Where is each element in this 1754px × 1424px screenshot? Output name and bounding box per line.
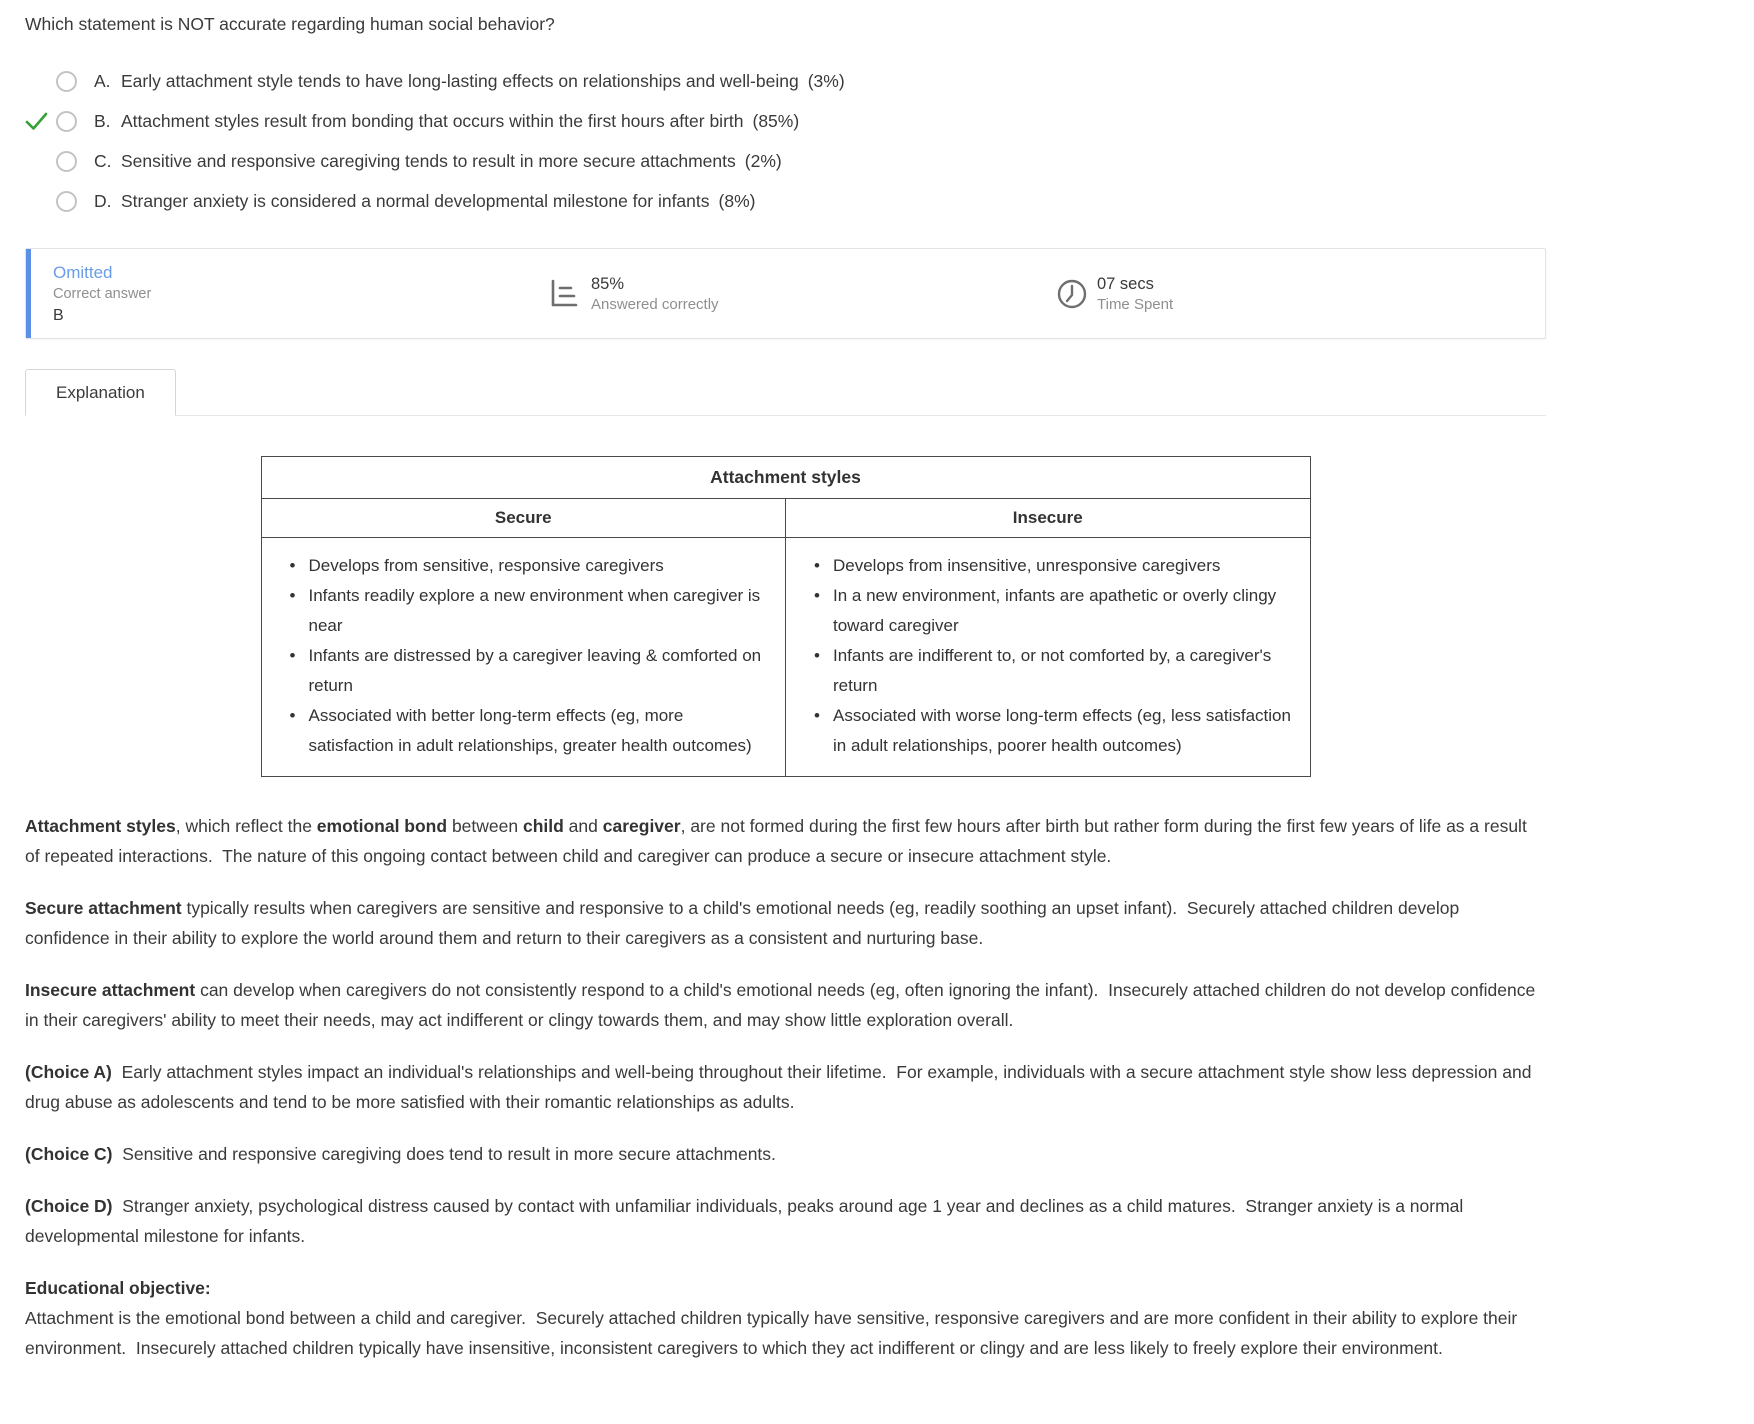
- explanation-paragraph: (Choice C) Sensitive and responsive caregiving does tend to result in more secure attachments.: [25, 1144, 776, 1164]
- choice-percentage: (3%): [807, 70, 845, 91]
- choice-text: Stranger anxiety is considered a normal developmental milestone for infants (8%): [121, 190, 756, 211]
- choice-letter: C.: [94, 150, 112, 171]
- explanation-paragraphs: [25, 811, 1546, 1403]
- answered-correctly-icon: [546, 278, 582, 310]
- explanation-paragraph: (Choice A) Early attachment styles impact an individual's relationships and well-being throughout their lifetime. For example, individuals with a secure attachment style show less depression and drug abuse as adolescents and tend to be more satisfied with their romantic relationships as adults.: [25, 1062, 1537, 1112]
- check-slot: [25, 152, 56, 171]
- table-bullet-item: • Infants are indifferent to, or not comforted by, a caregiver's return: [812, 641, 1294, 701]
- table-bullet-item: • Infants readily explore a new environment when caregiver is near: [288, 581, 770, 641]
- insecure-cell-list: [812, 551, 1294, 761]
- answered-pct: 85%: [591, 274, 625, 293]
- secure-cell: [261, 538, 786, 777]
- radio-button[interactable]: [56, 151, 77, 172]
- choice-text: Early attachment style tends to have long-lasting effects on relationships and well-being (3%): [121, 70, 845, 91]
- radio-button[interactable]: [56, 71, 77, 92]
- choice-percentage: (85%): [752, 110, 800, 131]
- radio-button[interactable]: [56, 191, 77, 212]
- explanation-paragraph: Educational objective: Attachment is the emotional bond between a child and caregiver. Securely attached children typically have sensitive, responsive caregivers and are more confident in their ability to explore their environment. Insecurely attached children typically have insensitive, inconsistent caregivers to which they act indifferent or clingy and are less likely to freely explore their environment.: [25, 1278, 1523, 1358]
- answered-label: Answered correctly: [591, 295, 719, 313]
- answer-choice-row[interactable]: [25, 101, 1546, 141]
- table-column-insecure: Insecure: [786, 499, 1311, 538]
- choice-text: Attachment styles result from bonding that occurs within the first hours after birth (85%): [121, 110, 800, 131]
- explanation-paragraph: Insecure attachment can develop when caregivers do not consistently respond to a child's emotional needs (eg, often ignoring the infant). Insecurely attached children do not develop confidence in their caregivers' ability to meet their needs, may act indifferent or clingy towards them, and may show little exploration overall.: [25, 980, 1541, 1030]
- table-column-secure: Secure: [261, 499, 786, 538]
- table-bullet-item: • Develops from insensitive, unresponsive caregivers: [812, 551, 1294, 581]
- answered-correctly-block: [546, 249, 719, 338]
- attachment-styles-table: [261, 456, 1311, 777]
- table-bullet-item: • Infants are distressed by a caregiver leaving & comforted on return: [288, 641, 770, 701]
- correct-answer-label: Correct answer: [53, 286, 152, 302]
- question-review-page: [25, 0, 1546, 1403]
- check-slot: [25, 112, 56, 131]
- choice-percentage: (8%): [718, 190, 756, 211]
- correct-answer-value: B: [53, 307, 64, 324]
- result-block: [53, 263, 151, 325]
- table-bullet-item: • In a new environment, infants are apathetic or overly clingy toward caregiver: [812, 581, 1294, 641]
- choice-text: Sensitive and responsive caregiving tends to result in more secure attachments (2%): [121, 150, 782, 171]
- choice-letter: B.: [94, 110, 111, 131]
- time-value: 07 secs: [1097, 274, 1154, 293]
- choice-letter: A.: [94, 70, 111, 91]
- check-slot: [25, 192, 56, 211]
- answer-choice-row[interactable]: [25, 141, 1546, 181]
- table-bullet-item: • Develops from sensitive, responsive caregivers: [288, 551, 770, 581]
- tab-explanation[interactable]: Explanation: [25, 369, 176, 416]
- tab-bar: [25, 369, 1546, 416]
- question-text: Which statement is NOT accurate regarding human social behavior?: [25, 14, 555, 34]
- answer-choice-row[interactable]: [25, 181, 1546, 221]
- table-title: Attachment styles: [261, 457, 1310, 499]
- table-bullet-item: • Associated with worse long-term effects (eg, less satisfaction in adult relationships, poorer health outcomes): [812, 701, 1294, 761]
- insecure-cell: [786, 538, 1311, 777]
- radio-button[interactable]: [56, 111, 77, 132]
- answer-choice-row[interactable]: [25, 61, 1546, 101]
- time-label: Time Spent: [1097, 295, 1174, 313]
- time-spent-block: [1056, 249, 1173, 338]
- explanation-paragraph: (Choice D) Stranger anxiety, psychological distress caused by contact with unfamiliar individuals, peaks around age 1 year and declines as a child matures. Stranger anxiety is a normal developmental milestone for infants.: [25, 1196, 1469, 1246]
- choice-percentage: (2%): [744, 150, 782, 171]
- choices-list: [25, 61, 1546, 221]
- explanation-table-wrap: [25, 456, 1546, 777]
- check-slot: [25, 72, 56, 91]
- secure-cell-list: [288, 551, 770, 761]
- table-bullet-item: • Associated with better long-term effects (eg, more satisfaction in adult relationships, greater health outcomes): [288, 701, 770, 761]
- accent-bar: [26, 249, 31, 338]
- explanation-paragraph: Secure attachment typically results when caregivers are sensitive and responsive to a child's emotional needs (eg, readily soothing an upset infant). Securely attached children develop confidence in their ability to explore the world around them and return to their caregivers as a consistent and nurturing base.: [25, 898, 1465, 948]
- explanation-paragraph: Attachment styles, which reflect the emotional bond between child and caregiver, are not formed during the first few hours after birth but rather form during the first few years of life as a result of repeated interactions. The nature of this ongoing contact between child and caregiver can produce a secure or insecure attachment style.: [25, 816, 1532, 866]
- clock-icon: [1056, 278, 1088, 310]
- correct-checkmark-icon: [25, 112, 48, 131]
- result-summary-card: [25, 248, 1546, 339]
- choice-letter: D.: [94, 190, 112, 211]
- result-status: Omitted: [53, 263, 113, 282]
